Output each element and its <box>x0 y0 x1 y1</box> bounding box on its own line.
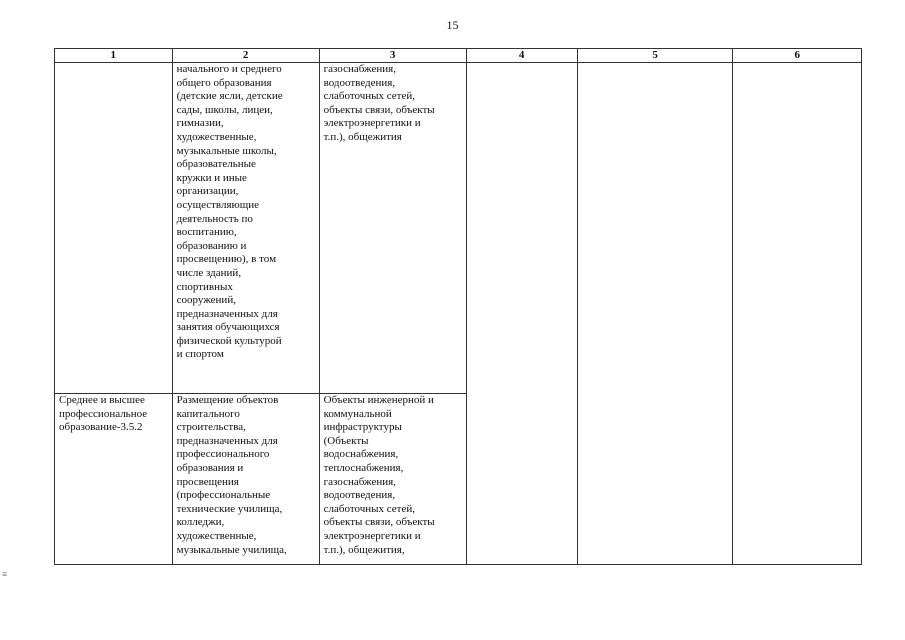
col4-cell <box>466 63 577 565</box>
row2-col3-text: Объекты инженерной и коммунальной инфраструктуры (Объекты водоснабжения, теплоснабжения, газоснабжения, водоотведения, слаботочных сетей, объекты связи, объекты электроэнергетики и т.п.), общежития, <box>323 394 435 556</box>
header-col-1: 1 <box>55 49 173 63</box>
table-row <box>55 63 862 394</box>
header-col-6: 6 <box>733 49 862 63</box>
margin-mark: ≡ <box>2 569 8 579</box>
col5-cell <box>577 63 733 565</box>
row2-col1-text: Среднее и высшее профессиональное образование-3.5.2 <box>59 394 148 434</box>
page-number: 15 <box>446 18 459 32</box>
row2-col2 <box>172 394 319 565</box>
row1-col3-text: газоснабжения, водоотведения, слаботочных сетей, объекты связи, объекты электроэнергетики и т.п.), общежития <box>323 63 435 143</box>
document-table <box>54 48 862 565</box>
row2-col3 <box>319 394 466 565</box>
row2-col1 <box>55 394 173 565</box>
header-col-3: 3 <box>319 49 466 63</box>
row1-col2 <box>172 63 319 394</box>
row1-col1 <box>55 63 173 394</box>
col6-cell <box>733 63 862 565</box>
row1-col2-text: начального и среднего общего образования (детские ясли, детские сады, школы, лицеи, гимназии, художественные, музыкальные школы, образовательные кружки и иные организации, осуществляющие деятельность по воспитанию, образованию и просвещению), в том числе зданий, спортивных сооружений, предназначенных для занятия обучающихся физической культурой и спортом <box>176 63 283 361</box>
row1-col3 <box>319 63 466 394</box>
table-header-row <box>55 49 862 63</box>
header-col-4: 4 <box>466 49 577 63</box>
row2-col2-text: Размещение объектов капитального строительства, предназначенных для профессионального образования и просвещения (профессиональные технические училища, колледжи, художественные, музыкальные училища, <box>176 394 287 556</box>
header-col-2: 2 <box>172 49 319 63</box>
header-col-5: 5 <box>577 49 733 63</box>
